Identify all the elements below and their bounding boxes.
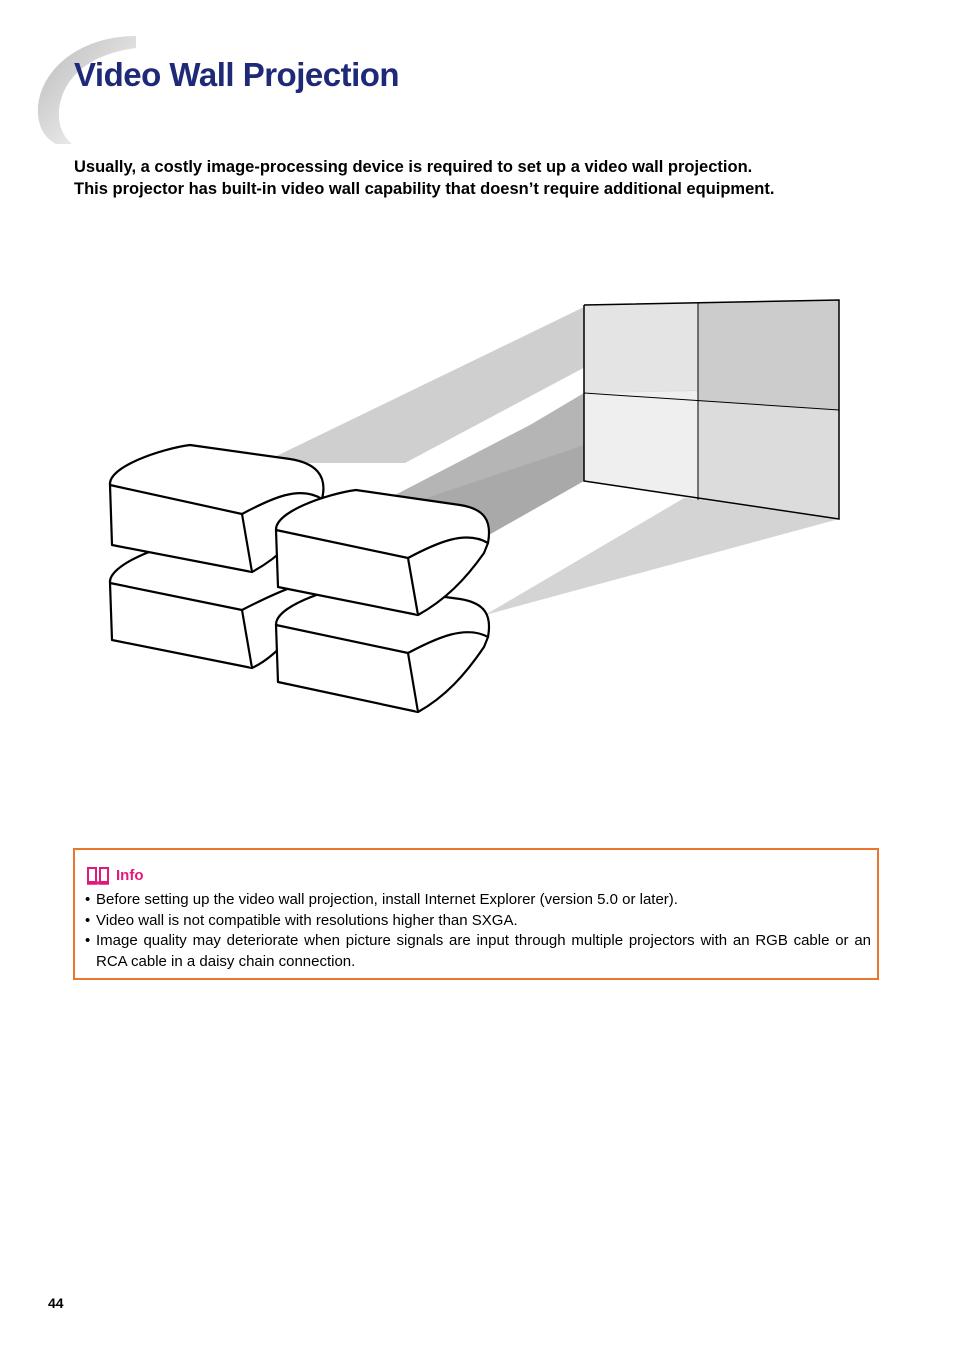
video-wall-illustration: [100, 295, 850, 720]
book-icon: [86, 865, 110, 885]
intro-text: [74, 156, 894, 200]
page-number: 44: [48, 1295, 64, 1311]
info-item-sxga: • Video wall is not compatible with resolutions higher than SXGA.: [85, 911, 871, 932]
info-list: [85, 890, 871, 972]
info-box: [73, 848, 879, 980]
video-wall-screen: [584, 300, 839, 519]
intro-line-1: Usually, a costly image-processing device is required to set up a video wall projection.: [74, 158, 753, 176]
info-item-daisy-chain: • Image quality may deteriorate when picture signals are input through multiple projectors with an RGB cable or an RCA cable in a daisy chain connection.: [85, 931, 871, 972]
page-title: Video Wall Projection: [74, 56, 400, 93]
info-header: [86, 865, 144, 885]
info-item-explorer: • Before setting up the video wall projection, install Internet Explorer (version 5.0 or later).: [85, 890, 871, 911]
info-label: Info: [116, 866, 144, 884]
intro-line-2: This projector has built-in video wall capability that doesn’t require additional equipment.: [74, 180, 775, 198]
